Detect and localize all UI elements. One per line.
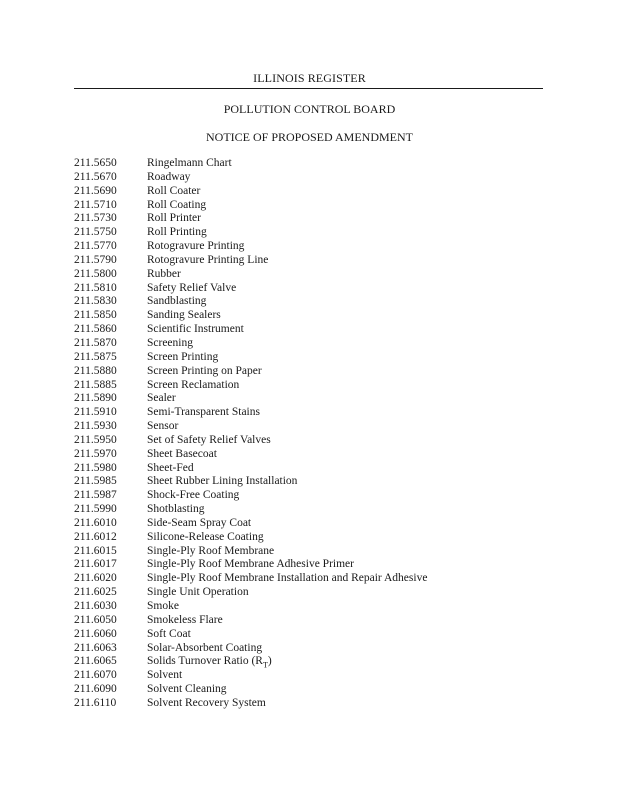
definition-row xyxy=(74,282,554,296)
term-text: Roll Coater xyxy=(147,184,201,197)
definition-row xyxy=(74,226,554,240)
section-number: 211.6010 xyxy=(74,516,117,529)
definition-term xyxy=(147,226,207,240)
definition-row xyxy=(74,185,554,199)
definition-row xyxy=(74,600,554,614)
definition-row xyxy=(74,462,554,476)
section-number: 211.5880 xyxy=(74,364,117,377)
definition-term xyxy=(147,379,239,393)
definition-row xyxy=(74,572,554,586)
section-number: 211.5860 xyxy=(74,323,117,336)
definition-term xyxy=(147,268,181,282)
definition-term xyxy=(147,531,264,545)
section-number: 211.6020 xyxy=(74,572,117,585)
term-text: Roll Coating xyxy=(147,198,207,211)
definition-term xyxy=(147,489,239,503)
definition-term xyxy=(147,365,262,379)
term-text: Single Unit Operation xyxy=(147,586,249,599)
section-number: 211.5870 xyxy=(74,336,117,349)
section-number: 211.5730 xyxy=(74,212,117,225)
term-text: Roadway xyxy=(147,170,191,183)
definition-term xyxy=(147,199,206,213)
definition-list xyxy=(74,157,554,711)
definition-term xyxy=(147,572,427,586)
section-number: 211.6017 xyxy=(74,558,117,571)
definition-row xyxy=(74,669,554,683)
term-text: Single-Ply Roof Membrane Adhesive Primer xyxy=(147,558,354,571)
definition-term xyxy=(147,475,297,489)
section-number: 211.5770 xyxy=(74,240,117,253)
definition-row xyxy=(74,420,554,434)
definition-row xyxy=(74,489,554,503)
definition-row xyxy=(74,199,554,213)
section-number: 211.5830 xyxy=(74,295,117,308)
definition-term xyxy=(147,448,217,462)
definition-term xyxy=(147,323,244,337)
term-text: Screen Printing on Paper xyxy=(147,364,262,377)
definition-row xyxy=(74,212,554,226)
term-text: Sealer xyxy=(147,392,176,405)
section-number: 211.6070 xyxy=(74,669,117,682)
term-text: Solvent Cleaning xyxy=(147,683,227,696)
definition-row xyxy=(74,628,554,642)
definition-row xyxy=(74,323,554,337)
section-number: 211.5890 xyxy=(74,392,117,405)
section-number: 211.5950 xyxy=(74,433,117,446)
definition-term xyxy=(147,282,236,296)
term-text: Roll Printing xyxy=(147,226,207,239)
term-text: Screen Reclamation xyxy=(147,378,240,391)
term-text: Set of Safety Relief Valves xyxy=(147,433,271,446)
section-number: 211.5670 xyxy=(74,170,117,183)
term-text: Smoke xyxy=(147,600,179,612)
term-text: Sensor xyxy=(147,420,179,433)
register-title: ILLINOIS REGISTER xyxy=(253,71,366,85)
definition-term xyxy=(147,351,218,365)
section-number: 211.6030 xyxy=(74,600,117,612)
definition-term xyxy=(147,545,274,559)
term-text: Single-Ply Roof Membrane Installation and Repair Adhesive xyxy=(147,572,428,585)
term-text: Sandblasting xyxy=(147,295,207,308)
definition-term xyxy=(147,309,221,323)
term-text: Solids Turnover Ratio (R xyxy=(147,655,263,668)
definition-row xyxy=(74,337,554,351)
term-text: Soft Coat xyxy=(147,627,191,640)
term-text: Sheet Basecoat xyxy=(147,447,217,460)
definition-term xyxy=(147,697,266,711)
section-number: 211.6025 xyxy=(74,586,117,599)
definition-row xyxy=(74,157,554,171)
term-text: Rotogravure Printing xyxy=(147,240,245,253)
definition-row xyxy=(74,392,554,406)
definition-term xyxy=(147,420,178,434)
term-text: Smokeless Flare xyxy=(147,613,223,626)
definition-row xyxy=(74,365,554,379)
term-text: Shotblasting xyxy=(147,503,205,516)
term-text: Solar-Absorbent Coating xyxy=(147,641,263,654)
section-number: 211.5910 xyxy=(74,406,117,419)
term-text: Rotogravure Printing Line xyxy=(147,253,269,266)
term-text: Side-Seam Spray Coat xyxy=(147,516,252,529)
term-text: Ringelmann Chart xyxy=(147,157,232,169)
term-text: Roll Printer xyxy=(147,212,201,225)
definition-term xyxy=(147,683,227,697)
definition-term xyxy=(147,171,190,185)
section-number: 211.6065 xyxy=(74,655,117,668)
definition-term xyxy=(147,295,206,309)
definition-term xyxy=(147,517,251,531)
term-text: Rubber xyxy=(147,267,181,280)
definition-row xyxy=(74,171,554,185)
section-number: 211.6090 xyxy=(74,683,117,696)
term-text: Screen Printing xyxy=(147,350,219,363)
term-text: Single-Ply Roof Membrane xyxy=(147,544,275,557)
definition-row xyxy=(74,295,554,309)
definition-term xyxy=(147,669,182,683)
definition-term xyxy=(147,254,268,268)
section-number: 211.5690 xyxy=(74,184,117,197)
definition-row xyxy=(74,268,554,282)
agency-name: POLLUTION CONTROL BOARD xyxy=(223,102,396,116)
definition-term xyxy=(147,655,272,669)
definition-row xyxy=(74,379,554,393)
definition-term xyxy=(147,586,249,600)
section-number: 211.5650 xyxy=(74,157,117,169)
definition-row xyxy=(74,545,554,559)
section-number: 211.5850 xyxy=(74,309,117,322)
section-number: 211.5750 xyxy=(74,226,117,239)
definition-row xyxy=(74,406,554,420)
section-number: 211.6015 xyxy=(74,544,117,557)
definition-term xyxy=(147,434,271,448)
definition-term xyxy=(147,642,262,656)
section-number: 211.5930 xyxy=(74,420,117,433)
definition-term xyxy=(147,600,179,614)
section-number: 211.5790 xyxy=(74,253,117,266)
section-number: 211.6063 xyxy=(74,641,117,654)
header-rule xyxy=(74,88,543,89)
definition-row xyxy=(74,586,554,600)
definition-term xyxy=(147,462,194,476)
definition-row xyxy=(74,475,554,489)
definition-term xyxy=(147,185,200,199)
section-number: 211.5710 xyxy=(74,198,117,211)
definition-row xyxy=(74,309,554,323)
definition-term xyxy=(147,240,244,254)
section-number: 211.5800 xyxy=(74,267,117,280)
definition-row xyxy=(74,503,554,517)
term-text: Solvent Recovery System xyxy=(147,696,266,709)
definition-row xyxy=(74,434,554,448)
term-text: Sheet Rubber Lining Installation xyxy=(147,475,298,488)
section-number: 211.5980 xyxy=(74,461,117,474)
definition-row xyxy=(74,517,554,531)
definition-term xyxy=(147,503,205,517)
definition-term xyxy=(147,392,176,406)
term-text: Shock-Free Coating xyxy=(147,489,240,502)
definition-term xyxy=(147,406,260,420)
definition-row xyxy=(74,531,554,545)
section-number: 211.6050 xyxy=(74,613,117,626)
definition-term xyxy=(147,628,191,642)
section-number: 211.5990 xyxy=(74,503,117,516)
definition-row xyxy=(74,351,554,365)
term-text: Solvent xyxy=(147,669,183,682)
term-text: Silicone-Release Coating xyxy=(147,530,264,543)
definition-row xyxy=(74,697,554,711)
section-number: 211.5875 xyxy=(74,350,117,363)
definition-term xyxy=(147,558,354,572)
section-number: 211.5810 xyxy=(74,281,117,294)
definition-row xyxy=(74,614,554,628)
definition-row xyxy=(74,642,554,656)
section-number: 211.5987 xyxy=(74,489,117,502)
term-text: Screening xyxy=(147,336,193,349)
notice-heading: NOTICE OF PROPOSED AMENDMENT xyxy=(205,130,414,144)
definition-term xyxy=(147,212,201,226)
section-number: 211.5970 xyxy=(74,447,117,460)
section-number: 211.5885 xyxy=(74,378,117,391)
definition-row xyxy=(74,655,554,669)
term-text: Sanding Sealers xyxy=(147,309,221,322)
definition-term xyxy=(147,337,193,351)
definition-row xyxy=(74,683,554,697)
term-suffix: ) xyxy=(267,655,272,668)
definition-row xyxy=(74,448,554,462)
term-text: Semi-Transparent Stains xyxy=(147,406,260,419)
definition-term xyxy=(147,157,232,171)
definition-row xyxy=(74,558,554,572)
section-number: 211.5985 xyxy=(74,475,117,488)
term-text: Safety Relief Valve xyxy=(147,281,237,294)
definition-row xyxy=(74,254,554,268)
term-text: Scientific Instrument xyxy=(147,323,244,336)
section-number: 211.6110 xyxy=(74,696,117,709)
term-text: Sheet-Fed xyxy=(147,461,194,474)
definition-row xyxy=(74,240,554,254)
section-number: 211.6012 xyxy=(74,530,117,543)
section-number: 211.6060 xyxy=(74,627,117,640)
term-subscript: T xyxy=(262,660,268,670)
definition-term xyxy=(147,614,223,628)
